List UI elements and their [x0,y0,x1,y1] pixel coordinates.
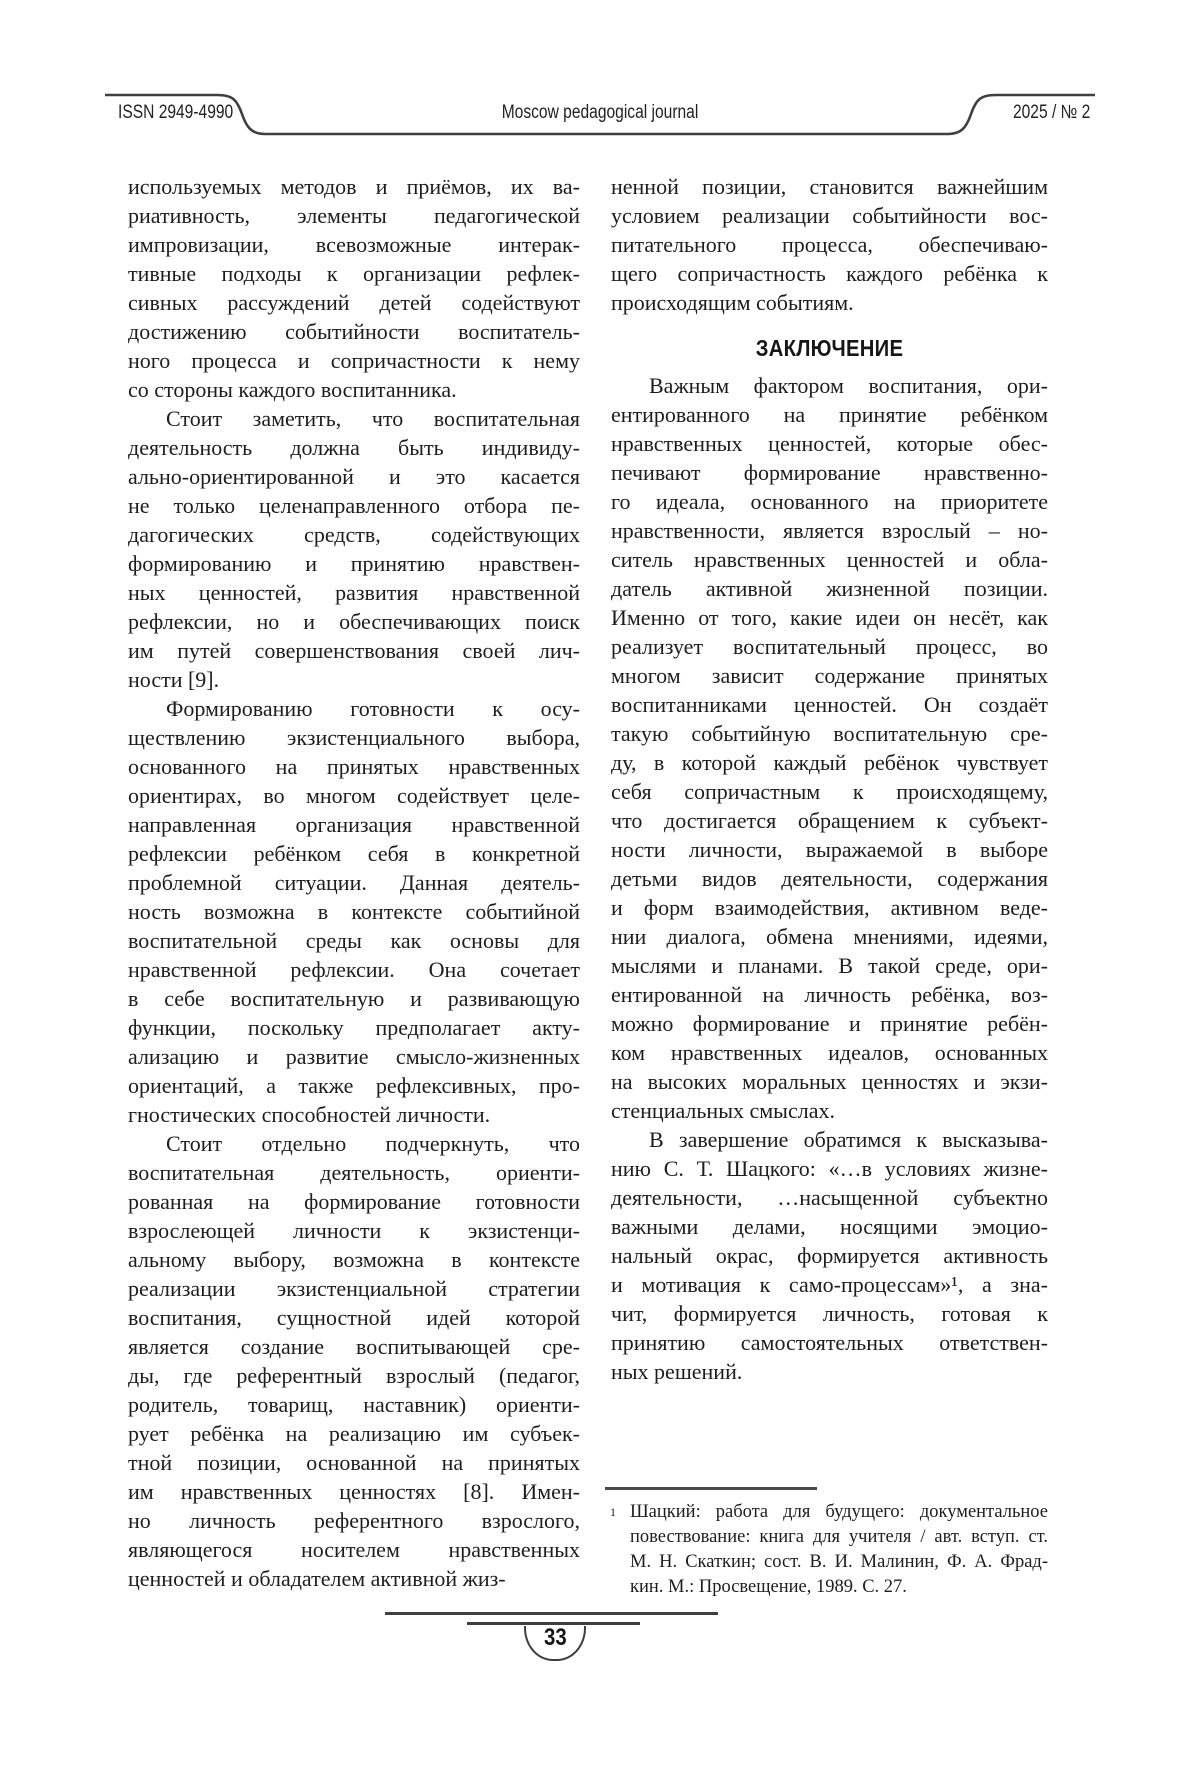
text-line: функции, поскольку предполагает акту- [128,1015,580,1040]
text-line: го идеала, основанного на приоритете [611,489,1048,514]
text-line: многом зависит содержание принятых [611,663,1048,688]
footnote-separator [605,1487,817,1490]
text-line: ности [9]. [128,667,220,692]
text-line: в себе воспитательную и развивающую [128,986,580,1011]
text-line: риативность, элементы педагогической [128,203,580,228]
text-line: сивных рассуждений детей содействуют [128,290,580,315]
text-line: реализует воспитательный процесс, во [611,634,1048,659]
text-line: такую событийную воспитательную сре- [611,721,1048,746]
footnote-line: повествование: книга для учителя / авт. вступ. ст. [630,1526,1048,1547]
text-line: деятельности, …насыщенной субъектно [611,1185,1048,1210]
text-line: ности личности, выражаемой в выборе [611,837,1048,862]
text-line: тивные подходы к организации рефлек- [128,261,580,286]
text-line: происходящим событиям. [611,290,854,315]
footnote-marker: 1 [610,1504,616,1519]
paragraph [128,172,580,404]
text-line: проблемной ситуации. Данная деятель- [128,870,580,895]
text-line: нравственности, является взрослый – но- [611,518,1048,543]
paragraph [128,1129,580,1593]
text-line: ориентаций, а также рефлексивных, про- [128,1073,580,1098]
text-line: рефлексии ребёнком себя в конкретной [128,841,580,866]
paragraph [611,172,1048,317]
text-line: ду, в которой каждый ребёнок чувствует [611,750,1048,775]
text-line: ного процесса и сопричастности к нему [128,348,580,373]
page-number-badge [524,1626,586,1661]
text-line: формированию и принятию нравствен- [128,551,580,576]
text-line: ентированной на личность ребёнка, воз- [611,982,1048,1007]
text-line: используемых методов и приёмов, их ва- [128,174,580,199]
text-line: деятельность должна быть индивиду- [128,435,580,460]
text-line: себя сопричастным к происходящему, [611,779,1048,804]
text-line: питательного процесса, обеспечиваю- [611,232,1048,257]
text-line: В завершение обратимся к высказыва- [649,1127,1048,1152]
text-line: реализации экзистенциальной стратегии [128,1276,580,1301]
text-line: можно формирование и принятие ребён- [611,1011,1048,1036]
text-line: чит, формируется личность, готовая к [611,1301,1048,1326]
text-line: родитель, товарищ, наставник) ориенти- [128,1392,580,1417]
text-line: ентированного на принятие ребёнком [611,402,1048,427]
paragraph [128,694,580,1129]
text-line: являющегося носителем нравственных [128,1537,580,1562]
text-line: дагогических средств, содействующих [128,522,580,547]
text-line: ды, где референтный взрослый (педагог, [128,1363,580,1388]
footnote [605,1500,1048,1600]
text-line: Именно от того, какие идеи он несёт, как [611,605,1048,630]
text-line: со стороны каждого воспитанника. [128,377,457,402]
text-line: импровизации, всевозможные интерак- [128,232,580,257]
text-line: не только целенаправленного отбора пе- [128,493,580,518]
text-line: им нравственных ценностях [8]. Имен- [128,1479,580,1504]
text-line: рованная на формирование готовности [128,1189,580,1214]
text-line: Формированию готовности к осу- [166,696,580,721]
text-line: ненной позиции, становится важнейшим [611,174,1048,199]
text-line: ально-ориентированной и это касается [128,464,580,489]
text-line: достижению событийности воспитатель- [128,319,580,344]
right-column [611,172,1048,1386]
text-line: мыслями и планами. В такой среде, ори- [611,953,1048,978]
text-line: нравственных ценностей, которые обес- [611,431,1048,456]
text-line: стенциальных смыслах. [611,1098,835,1123]
text-line: им путей совершенствования своей лич- [128,638,580,663]
text-line: ориентирах, во многом содействует целе- [128,783,580,808]
footnote-line: Шацкий: работа для будущего: документальное [630,1501,1048,1522]
text-line: рует ребёнка на реализацию им субъек- [128,1421,580,1446]
text-line: печивают формирование нравственно- [611,460,1048,485]
journal-title: Moscow pedagogical journal [501,102,699,123]
text-line: гностических способностей личности. [128,1102,491,1127]
text-line: и форм взаимодействия, активном веде- [611,895,1048,920]
text-line: ных решений. [611,1359,743,1384]
footnote-line: кин. М.: Просвещение, 1989. С. 27. [630,1576,907,1597]
text-line: альному выбору, возможна в контексте [128,1247,580,1272]
page-number: 33 [543,1624,567,1651]
text-line: воспитательная деятельность, ориенти- [128,1160,580,1185]
text-line: нальный окрас, формируется активность [611,1243,1048,1268]
text-line: основанного на принятых нравственных [128,754,580,779]
text-line: Важным фактором воспитания, ори- [649,373,1048,398]
footnote-area [605,1487,1048,1600]
text-line: ществлению экзистенциального выбора, [128,725,580,750]
text-line: нравственной рефлексии. Она сочетает [128,957,580,982]
text-line: воспитанниками ценностей. Он создаёт [611,692,1048,717]
footnote-line: М. Н. Скаткин; сост. В. И. Малинин, Ф. А. Фрад- [630,1551,1048,1572]
text-line: что достигается обращением к субъект- [611,808,1048,833]
left-column [128,172,580,1593]
text-line: важными делами, носящими эмоцио- [611,1214,1048,1239]
text-line: нии диалога, обмена мнениями, идеями, [611,924,1048,949]
paragraph [611,1125,1048,1386]
footer-rule-long [385,1612,718,1615]
text-line: и мотивация к само-процессам»¹, а зна- [611,1272,1048,1297]
text-line: ных ценностей, развития нравственной [128,580,580,605]
text-line: рефлексии, но и обеспечивающих поиск [128,609,580,634]
text-line: щего сопричастность каждого ребёнка к [611,261,1048,286]
text-line: ценностей и обладателем активной жиз- [128,1566,506,1591]
paragraph [611,371,1048,1125]
section-heading-conclusion: ЗАКЛЮЧЕНИЕ [755,335,904,361]
text-line: ализацию и развитие смысло-жизненных [128,1044,580,1069]
text-line: тной позиции, основанной на принятых [128,1450,580,1475]
text-line: ность возможна в контексте событийной [128,899,580,924]
text-line: Стоит отдельно подчеркнуть, что [166,1131,580,1156]
text-line: на высоких моральных ценностях и экзи- [611,1069,1048,1094]
text-line: является создание воспитывающей сре- [128,1334,580,1359]
text-line: но личность референтного взрослого, [128,1508,580,1533]
issue-label: 2025 / № 2 [1012,102,1090,123]
issn-label: ISSN 2949-4990 [118,102,234,123]
text-line: нию С. Т. Шацкого: «…в условиях жизне- [611,1156,1048,1181]
paragraph [128,404,580,694]
text-line: Стоит заметить, что воспитательная [166,406,580,431]
text-line: принятию самостоятельных ответствен- [611,1330,1048,1355]
text-line: ком нравственных идеалов, основанных [611,1040,1048,1065]
text-line: датель активной жизненной позиции. [611,576,1048,601]
text-line: взрослеющей личности к экзистенци- [128,1218,580,1243]
text-line: воспитательной среды как основы для [128,928,580,953]
text-line: условием реализации событийности вос- [611,203,1048,228]
text-line: направленная организация нравственной [128,812,580,837]
text-line: ситель нравственных ценностей и обла- [611,547,1048,572]
text-line: детьми видов деятельности, содержания [611,866,1048,891]
text-line: воспитания, сущностной идей которой [128,1305,580,1330]
